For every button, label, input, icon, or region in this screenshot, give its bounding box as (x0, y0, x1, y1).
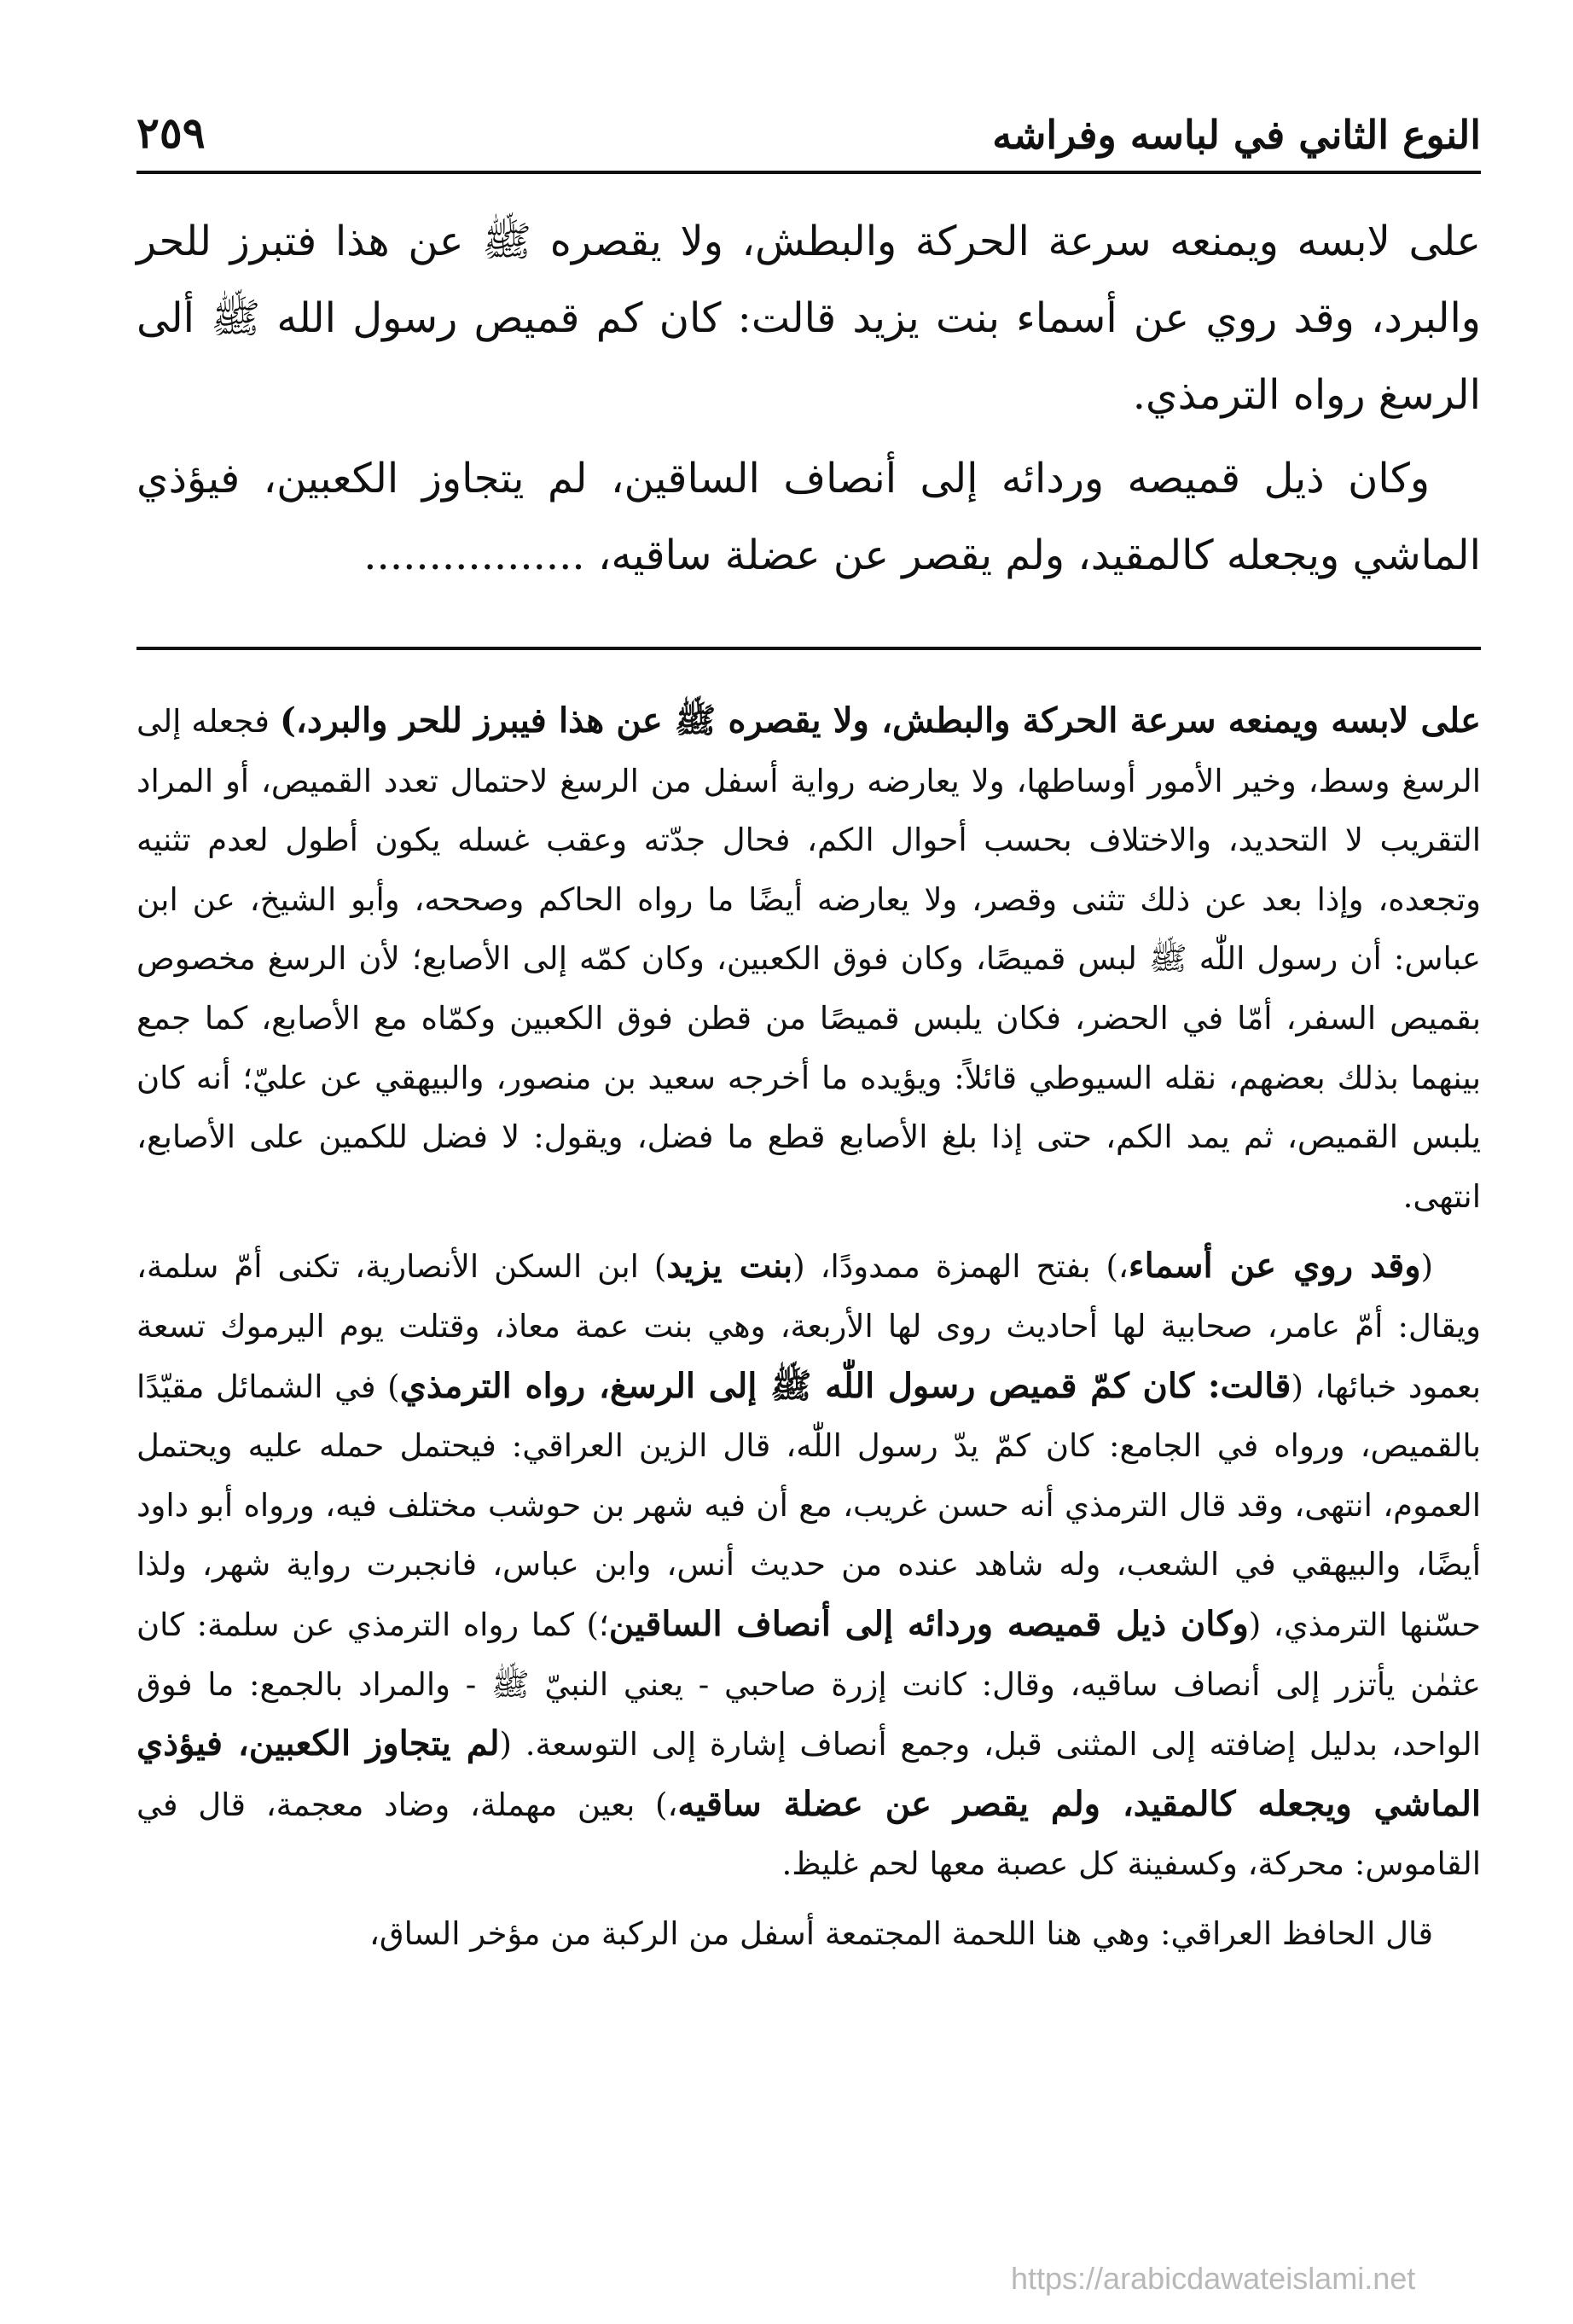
header-rule (136, 171, 1481, 174)
commentary-text-run: ( (1420, 1248, 1434, 1286)
running-title: النوع الثاني في لباسه وفراشه (992, 112, 1481, 158)
quoted-text: بنت يزيد (666, 1246, 793, 1287)
commentary-text-run: ،) بعين مهملة، وضاد معجمة، قال في القاموس: محركة، وكسفينة كل عصبة معها لحم غليظ. (136, 1786, 1481, 1883)
main-text-paragraph-2-text: وكان ذيل قميصه وردائه إلى أنصاف الساقين، لم يتجاوز الكعبين، فيؤذي الماشي ويجعله كالمقيد، ولم يقصر عن عضلة ساقيه، (136, 455, 1481, 579)
main-text-paragraph-1: على لابسه ويمنعه سرعة الحركة والبطش، ولا يقصره ﷺ عن هذا فتبرز للحر والبرد، وقد روي عن أسماء بنت يزيد قالت: كان كم قميص رسول الله ﷺ ألى الرسغ رواه الترمذي. (136, 218, 1481, 419)
commentary-text-run: ) ابن السكن الأنصارية، تكنى أمّ سلمة، ويقال: أمّ عامر، صحابية لها أحاديث روى لها الأربعة، وهي بنت عمة معاذ، وقتلت يوم اليرموك تسعة بعمود خبائها، ( (136, 1248, 1481, 1405)
commentary-paragraph-1 (136, 691, 1481, 1226)
quoted-text: وكان ذيل قميصه وردائه إلى أنصاف الساقين (608, 1603, 1249, 1644)
quoted-text: لم يتجاوز الكعبين، فيؤذي الماشي ويجعله كالمقيد، ولم يقصر عن عضلة ساقيه (136, 1723, 1481, 1824)
commentary-text-run: ؛) كما رواه الترمذي عن سلمة: كان عثمٰن يأتزر إلى أنصاف ساقيه، وقال: كانت إزرة صاحبي - يعني النبيّ ﷺ - والمراد بالجمع: ما فوق الواحد، بدليل إضافته إلى المثنى قبل، وجمع أنصاف إشارة إلى التوسعة. ( (136, 1606, 1482, 1763)
page-number: ٢٥٩ (136, 107, 206, 158)
quoted-text: وقد روي عن أسماء (1128, 1246, 1421, 1287)
commentary-text (136, 691, 1481, 1973)
quoted-text: قالت: كان كمّ قميص رسول اللّٰه ﷺ إلى الرسغ، رواه الترمذي (399, 1365, 1291, 1406)
commentary-text-run: فجعله إلى الرسغ وسط، وخير الأمور أوساطها، ولا يعارضه رواية أسفل من الرسغ لاحتمال تعدد القميص، أو المراد التقريب لا التحديد، والاختلاف بحسب أحوال الكم، فحال جدّته وعقب غسله يكون أطول لعدم تثنيه وتجعده، وإذا بعد عن ذلك تثنى وقصر، ولا يعارضه أيضًا ما رواه الحاكم وصححه، وأبو الشيخ، عن ابن عباس: أن رسول اللّٰه ﷺ لبس قميصًا، وكان فوق الكعبين، وكان كمّه إلى الأصابع؛ لأن الرسغ مخصوص بقميص السفر، أمّا في الحضر، فكان يلبس قميصًا من قطن فوق الكعبين وكمّاه مع الأصابع، كما جمع بينهما بذلك بعضهم، نقله السيوطي قائلاً: ويؤيده ما أخرجه سعيد بن منصور، والبيهقي عن عليّ؛ أنه كان يلبس القميص، ثم يمد الكم، حتى إذا بلغ الأصابع قطع ما فضل، ويقول: لا فضل للكمين على الأصابع، انتهى. (136, 703, 1481, 1215)
page-header (136, 81, 1481, 158)
commentary-text-run: ،) بفتح الهمزة ممدودًا، ( (792, 1248, 1129, 1286)
quoted-text: على لابسه ويمنعه سرعة الحركة والبطش، ولا يقصره ﷺ عن هذا فيبرز للحر والبرد،) (280, 700, 1481, 741)
main-text-paragraph-2 (136, 440, 1481, 594)
commentary-paragraph-3: قال الحافظ العراقي: وهي هنا اللحمة المجتمعة أسفل من الركبة من مؤخر الساق، (369, 1914, 1433, 1952)
commentary-separator (136, 647, 1481, 650)
watermark-url: https://arabicdawateislami.net (1011, 2261, 1416, 2296)
ellipsis-dots: ................. (363, 532, 585, 579)
commentary-paragraph-2 (136, 1236, 1481, 1894)
main-text (136, 203, 1481, 601)
commentary-text-run: ) في الشمائل مقيّدًا بالقميص، ورواه في الجامع: كان كمّ يدّ رسول اللّٰه، قال الزين العراقي: فيحتمل حمله عليه ويحتمل العموم، انتهى، وقد قال الترمذي أنه حسن غريب، مع أن فيه شهر بن حوشب مختلف فيه، ورواه أبو داود أيضًا، والبيهقي في الشعب، وله شاهد عنده من حديث أنس، وابن عباس، فانجبرت رواية شهر، ولذا حسّنها الترمذي، ( (136, 1368, 1482, 1643)
